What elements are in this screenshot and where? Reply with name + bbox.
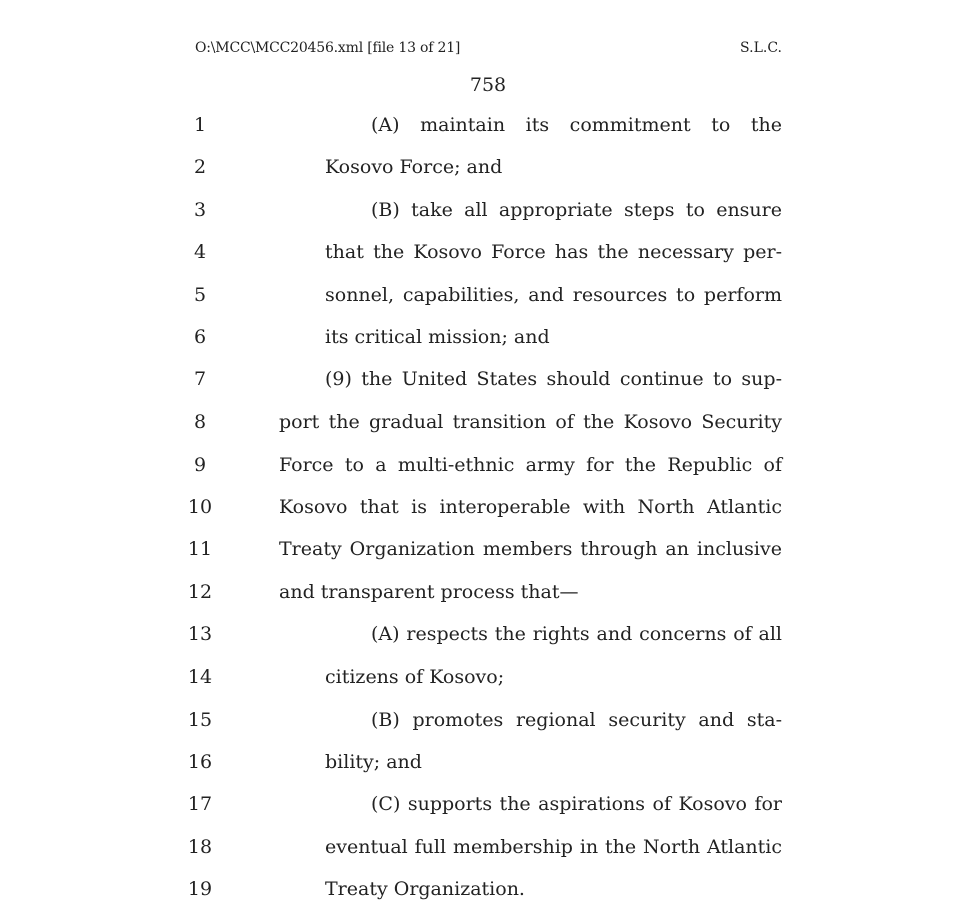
line-number: 8 — [193, 411, 207, 433]
line-number: 10 — [187, 496, 213, 518]
text-line — [0, 878, 980, 908]
line-number: 11 — [187, 538, 213, 560]
line-number: 16 — [187, 751, 213, 773]
text-line — [0, 326, 980, 356]
line-text: Kosovo that is interoperable with North Atlantic — [279, 496, 782, 518]
line-number: 2 — [193, 156, 207, 178]
line-number: 4 — [193, 241, 207, 263]
line-text: eventual full membership in the North Atlantic — [325, 836, 782, 858]
line-text: bility; and — [325, 751, 422, 773]
text-line — [0, 496, 980, 526]
line-text: (B) take all appropriate steps to ensure — [371, 199, 782, 221]
text-line — [0, 114, 980, 144]
text-line — [0, 199, 980, 229]
line-text: (9) the United States should continue to sup- — [325, 368, 782, 390]
line-text: that the Kosovo Force has the necessary per- — [325, 241, 782, 263]
text-line — [0, 666, 980, 696]
line-text: (A) maintain its commitment to the — [371, 114, 782, 136]
slc-label: S.L.C. — [740, 40, 782, 56]
line-text: Treaty Organization. — [325, 878, 525, 900]
line-text: sonnel, capabilities, and resources to perform — [325, 284, 782, 306]
text-line — [0, 411, 980, 441]
text-line — [0, 538, 980, 568]
text-line — [0, 241, 980, 271]
line-number: 12 — [187, 581, 213, 603]
page-number: 758 — [469, 74, 507, 96]
text-line — [0, 454, 980, 484]
text-line — [0, 156, 980, 186]
line-number: 13 — [187, 623, 213, 645]
text-line — [0, 793, 980, 823]
line-text: and transparent process that— — [279, 581, 579, 603]
line-number: 17 — [187, 793, 213, 815]
text-line — [0, 836, 980, 866]
text-line — [0, 751, 980, 781]
text-line — [0, 284, 980, 314]
line-number: 6 — [193, 326, 207, 348]
line-text: (C) supports the aspirations of Kosovo for — [371, 793, 782, 815]
line-number: 1 — [193, 114, 207, 136]
line-number: 15 — [187, 709, 213, 731]
text-line — [0, 581, 980, 611]
line-number: 14 — [187, 666, 213, 688]
line-text: (A) respects the rights and concerns of all — [371, 623, 782, 645]
line-number: 3 — [193, 199, 207, 221]
line-number: 18 — [187, 836, 213, 858]
line-text: Force to a multi-ethnic army for the Republic of — [279, 454, 782, 476]
line-text: Treaty Organization members through an inclusive — [279, 538, 782, 560]
line-text: Kosovo Force; and — [325, 156, 503, 178]
line-number: 5 — [193, 284, 207, 306]
line-text: citizens of Kosovo; — [325, 666, 505, 688]
file-path-header: O:\MCC\MCC20456.xml [file 13 of 21] — [195, 40, 461, 56]
line-text: port the gradual transition of the Kosovo Security — [279, 411, 782, 433]
line-number: 9 — [193, 454, 207, 476]
text-line — [0, 623, 980, 653]
text-line — [0, 368, 980, 398]
text-line — [0, 709, 980, 739]
line-text: (B) promotes regional security and sta- — [371, 709, 782, 731]
line-number: 7 — [193, 368, 207, 390]
line-number: 19 — [187, 878, 213, 900]
line-text: its critical mission; and — [325, 326, 550, 348]
